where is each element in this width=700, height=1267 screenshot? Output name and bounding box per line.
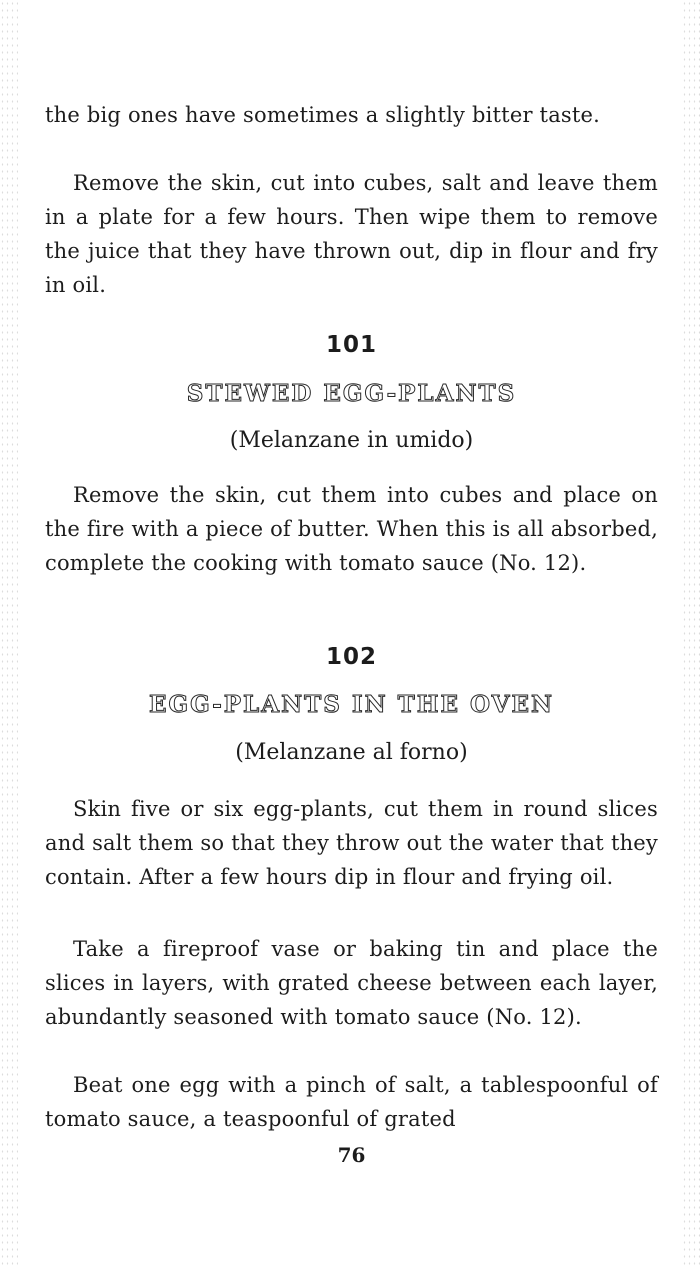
recipe-101-subtitle: (Melanzane in umido)	[229, 428, 474, 453]
recipe-101-paragraph: Remove the skin, cut them into cubes and place on the fire with a piece of butter. When this is all absorbed, complete the cooking with tomato sauce (No. 12).	[45, 483, 658, 575]
recipe-101-number: 101	[325, 332, 377, 358]
page-edge-left	[0, 0, 18, 1267]
recipe-102-number: 102	[325, 644, 377, 670]
intro-continued-text: the big ones have sometimes a slightly bitter taste.	[45, 103, 601, 127]
recipe-102-paragraph-1: Skin five or six egg-plants, cut them in round slices and salt them so that they throw out the water that they contain. After a few hours dip in flour and frying oil.	[45, 797, 658, 889]
page-edge-right	[682, 0, 700, 1267]
intro-paragraph: Remove the skin, cut into cubes, salt and leave them in a plate for a few hours. Then wipe them to remove the juice that they have thrown out, dip in flour and fry in oil.	[45, 171, 658, 297]
recipe-102-paragraph-3: Beat one egg with a pinch of salt, a tablespoonful of tomato sauce, a teaspoonful of grated	[45, 1073, 658, 1131]
recipe-101-title: STEWED EGG-PLANTS	[186, 380, 517, 407]
recipe-102-subtitle: (Melanzane al forno)	[235, 740, 468, 765]
page-number: 76	[337, 1143, 366, 1167]
recipe-102-paragraph-2: Take a fireproof vase or baking tin and place the slices in layers, with grated cheese between each layer, abundantly seasoned with tomato sauce (No. 12).	[45, 937, 658, 1029]
recipe-102-title: EGG-PLANTS IN THE OVEN	[148, 691, 555, 718]
